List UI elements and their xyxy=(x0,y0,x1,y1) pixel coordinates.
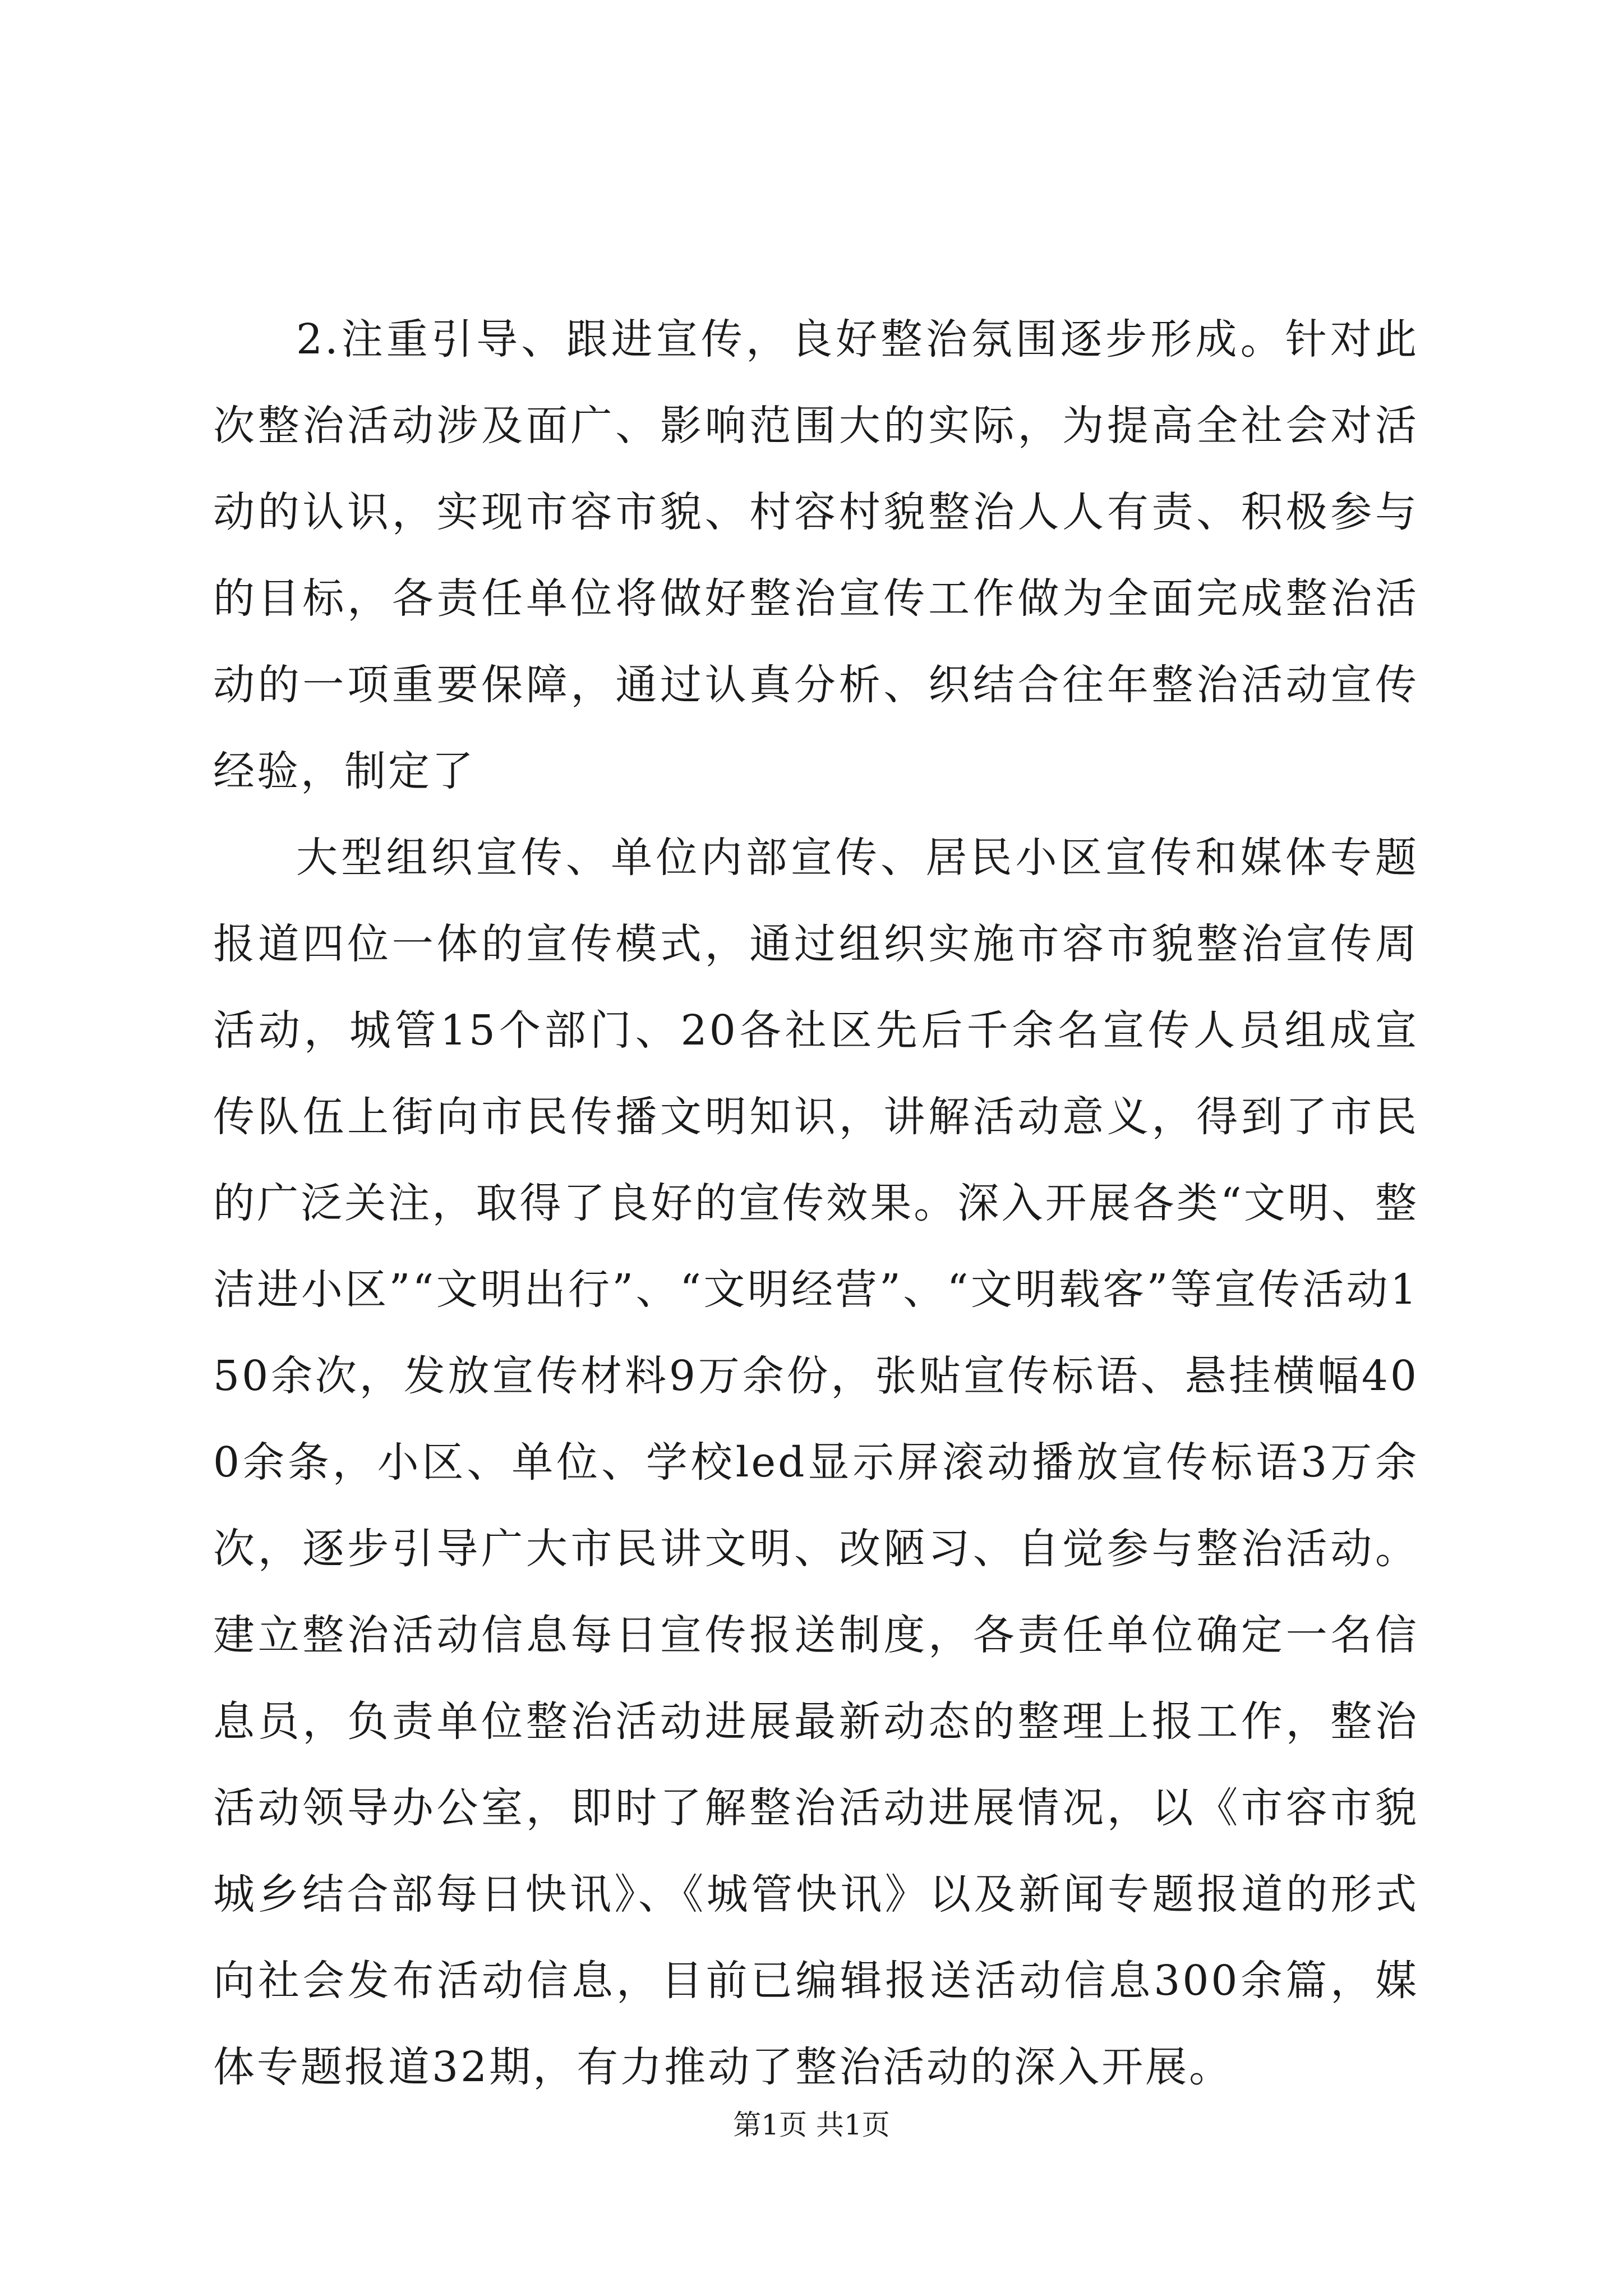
paragraph-1: 2.注重引导、跟进宣传，良好整治氛围逐步形成。针对此次整治活动涉及面广、影响范围大的实际，为提高全社会对活动的认识，实现市容市貌、村容村貌整治人人有责、积极参与的目标，各责任单位将做好整治宣传工作做为全面完成整治活动的一项重要保障，通过认真分析、织结合往年整治活动宣传经验，制定了 xyxy=(213,315,1419,795)
paragraph-2: 大型组织宣传、单位内部宣传、居民小区宣传和媒体专题报道四位一体的宣传模式，通过组织实施市容市貌整治宣传周活动，城管15个部门、20各社区先后千余名宣传人员组成宣传队伍上街向市民传播文明知识，讲解活动意义，得到了市民的广泛关注，取得了良好的宣传效果。深入开展各类“文明、整洁进小区”“文明出行”、“文明经营”、“文明载客”等宣传活动150余次，发放宣传材料9万余份，张贴宣传标语、悬挂横幅400余条，小区、单位、学校led显示屏滚动播放宣传标语3万余次，逐步引导广大市民讲文明、改陋习、自觉参与整治活动。建立整治活动信息每日宣传报送制度，各责任单位确定一名信息员，负责单位整治活动进展最新动态的整理上报工作，整治活动领导办公室，即时了解整治活动进展情况，以《市容市貌城乡结合部每日快讯》、《城管快讯》以及新闻专题报道的形式向社会发布活动信息，目前已编辑报送活动信息300余篇，媒体专题报道32期，有力推动了整治活动的深入开展。 xyxy=(213,834,1419,2091)
document-body xyxy=(213,296,1419,2110)
page-footer: 第1页 共1页 xyxy=(733,2109,890,2141)
